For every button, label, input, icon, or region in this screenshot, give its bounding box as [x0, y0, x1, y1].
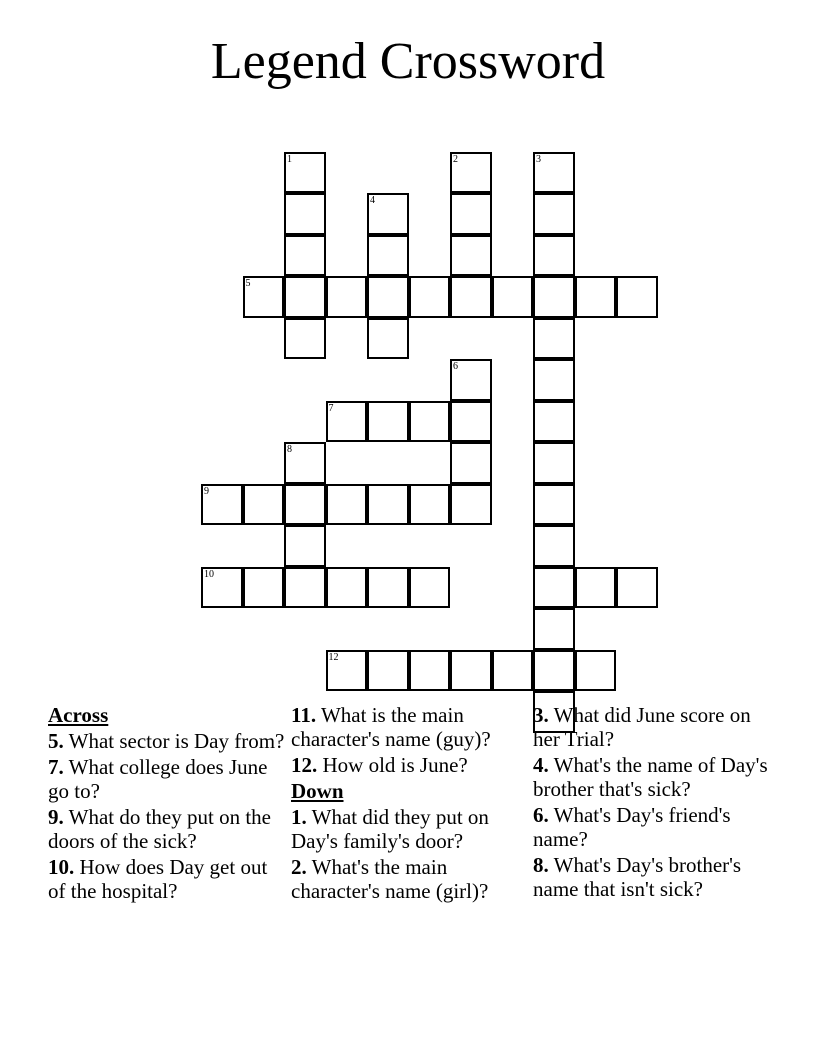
grid-cell[interactable] — [243, 484, 285, 526]
clue-down-3: 3. What did June score on her Trial? — [533, 703, 751, 751]
clue-down-8: 8. What's Day's brother's name that isn't sick? — [533, 853, 742, 901]
grid-cell[interactable] — [575, 276, 617, 318]
clue-across-7: 7. What college does June go to? — [48, 755, 268, 803]
clue-down-2: 2. What's the main character's name (girl)? — [291, 855, 489, 903]
grid-cell[interactable] — [450, 650, 492, 692]
clues-column-1 — [48, 703, 288, 905]
grid-cell[interactable] — [533, 235, 575, 277]
grid-cell[interactable] — [367, 484, 409, 526]
clue-number: 4 — [370, 195, 375, 206]
grid-cell[interactable] — [409, 650, 451, 692]
grid-cell[interactable] — [575, 650, 617, 692]
grid-cell[interactable] — [575, 567, 617, 609]
grid-cell[interactable] — [450, 193, 492, 235]
grid-cell[interactable] — [533, 484, 575, 526]
grid-cell[interactable] — [284, 193, 326, 235]
grid-cell[interactable] — [450, 442, 492, 484]
grid-cell[interactable] — [367, 193, 409, 235]
down-heading: Down — [291, 779, 344, 803]
clue-number: 5 — [245, 278, 251, 289]
grid-cell[interactable] — [533, 359, 575, 401]
clue-number: 12 — [328, 651, 339, 663]
clue-down-6: 6. What's Day's friend's name? — [533, 803, 731, 851]
clues-column-3 — [533, 703, 773, 903]
grid-cell[interactable] — [284, 442, 326, 484]
grid-cell[interactable] — [201, 484, 243, 526]
puzzle-title: Legend Crossword — [210, 33, 606, 90]
grid-cell[interactable] — [533, 193, 575, 235]
clue-number: 7 — [328, 402, 334, 414]
grid-cell[interactable] — [409, 567, 451, 609]
grid-cell[interactable] — [284, 567, 326, 609]
grid-cell[interactable] — [284, 525, 326, 567]
grid-cell[interactable] — [450, 152, 492, 194]
clue-number: 2 — [453, 153, 458, 165]
grid-cell[interactable] — [616, 276, 658, 318]
grid-cell[interactable] — [284, 276, 326, 318]
clue-down-1: 1. What did they put on Day's family's door? — [291, 805, 489, 853]
grid-cell[interactable] — [284, 235, 326, 277]
clues-column-2 — [291, 703, 531, 905]
grid-cell[interactable] — [450, 276, 492, 318]
grid-cell[interactable] — [243, 567, 285, 609]
across-heading: Across — [48, 703, 109, 727]
clue-across-10: 10. How does Day get out of the hospital? — [48, 855, 268, 903]
grid-cell[interactable] — [616, 567, 658, 609]
grid-cell[interactable] — [450, 235, 492, 277]
grid-cell[interactable] — [367, 318, 409, 360]
clue-across-11: 11. What is the main character's name (guy)? — [291, 703, 491, 751]
grid-cell[interactable] — [367, 401, 409, 443]
clue-across-9: 9. What do they put on the doors of the sick? — [48, 805, 271, 853]
clue-number: 10 — [204, 568, 214, 580]
grid-cell[interactable] — [450, 401, 492, 443]
grid-cell[interactable] — [533, 608, 575, 650]
clue-number: 9 — [204, 485, 209, 497]
grid-cell[interactable] — [243, 276, 285, 318]
grid-cell[interactable] — [284, 152, 326, 194]
grid-cell[interactable] — [533, 152, 575, 194]
grid-cell[interactable] — [533, 567, 575, 609]
grid-cell[interactable] — [326, 567, 368, 609]
grid-cell[interactable] — [367, 235, 409, 277]
grid-cell[interactable] — [409, 484, 451, 526]
grid-cell[interactable] — [326, 401, 368, 443]
grid-cell[interactable] — [284, 318, 326, 360]
grid-cell[interactable] — [450, 359, 492, 401]
grid-cell[interactable] — [409, 276, 451, 318]
grid-cell[interactable] — [326, 650, 368, 692]
grid-cell[interactable] — [492, 650, 534, 692]
grid-cell[interactable] — [326, 484, 368, 526]
grid-cell[interactable] — [284, 484, 326, 526]
grid-cell[interactable] — [201, 567, 243, 609]
grid-cell[interactable] — [533, 525, 575, 567]
grid-cell[interactable] — [533, 442, 575, 484]
grid-cell[interactable] — [326, 276, 368, 318]
grid-cell[interactable] — [533, 318, 575, 360]
grid-cell[interactable] — [533, 401, 575, 443]
grid-cell[interactable] — [450, 484, 492, 526]
grid-cell[interactable] — [367, 567, 409, 609]
grid-cell[interactable] — [533, 276, 575, 318]
clue-number: 3 — [536, 153, 541, 165]
grid-cell[interactable] — [492, 276, 534, 318]
grid-cell[interactable] — [533, 650, 575, 692]
clue-number: 1 — [287, 153, 292, 165]
clue-down-4: 4. What's the name of Day's brother that's sick? — [533, 753, 768, 801]
clue-number: 6 — [453, 361, 458, 372]
clue-across-12: 12. How old is June? — [291, 753, 468, 777]
clue-across-5: 5. What sector is Day from? — [48, 729, 285, 753]
grid-cell[interactable] — [409, 401, 451, 443]
clue-number: 8 — [287, 444, 292, 455]
grid-cell[interactable] — [367, 650, 409, 692]
grid-cell[interactable] — [367, 276, 409, 318]
